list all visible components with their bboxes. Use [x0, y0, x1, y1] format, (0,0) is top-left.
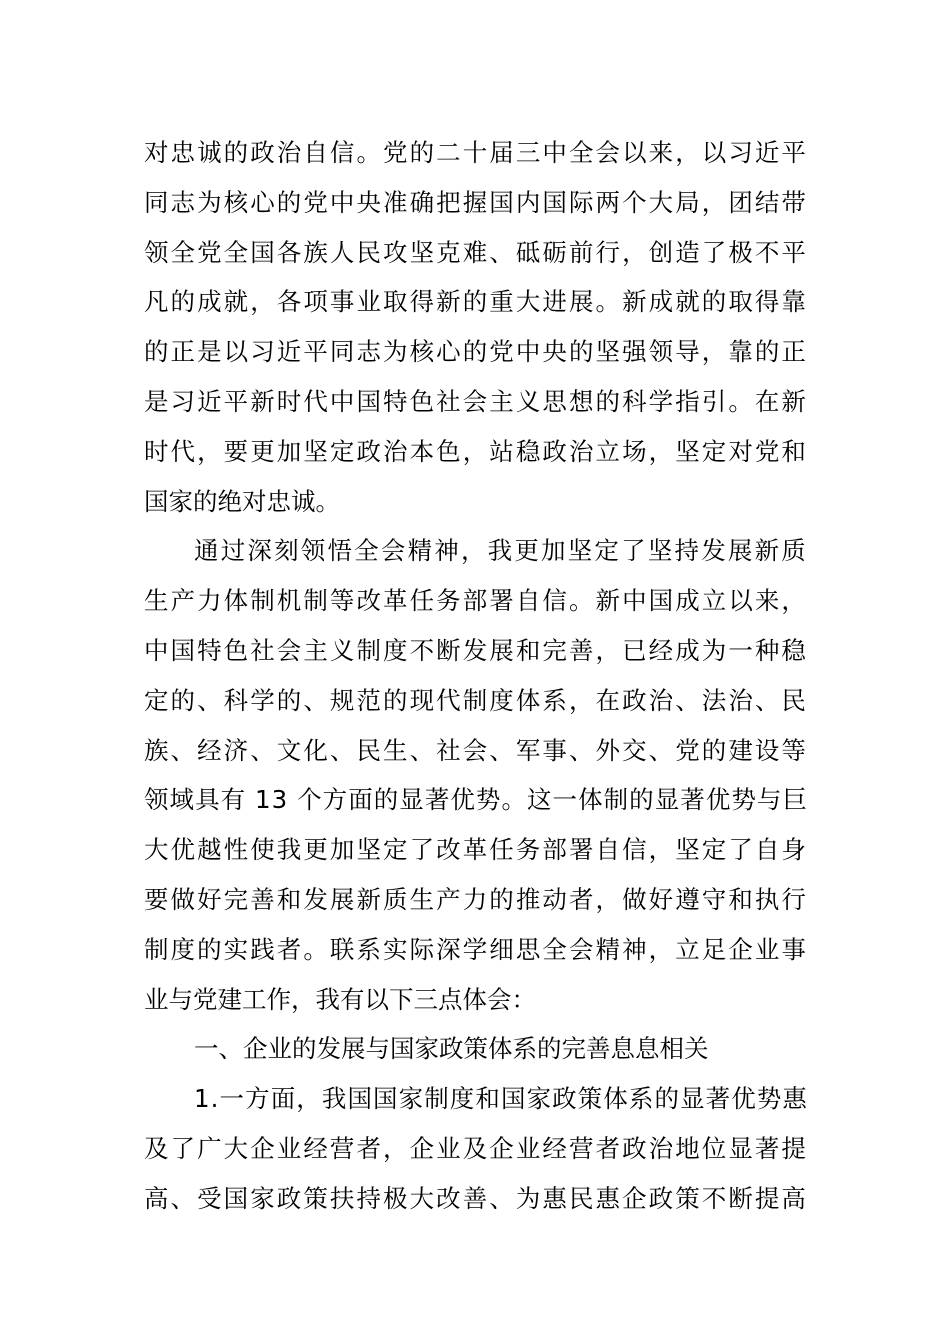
- text-line: [144, 726, 808, 776]
- text-line: [144, 875, 808, 925]
- paragraph-end-line: [144, 975, 808, 1025]
- text-line: [144, 228, 808, 278]
- text-line-content: 高、受国家政策扶持极大改善、为惠民惠企政策不断提高: [144, 1183, 808, 1213]
- text-line-content: 同志为核心的党中央准确把握国内国际两个大局，团结带: [144, 187, 808, 217]
- section-heading: [144, 1024, 808, 1074]
- text-line: [144, 775, 808, 825]
- text-line-content: 时代，要更加坚定政治本色，站稳政治立场，坚定对党和: [144, 436, 808, 466]
- text-line: [144, 1124, 808, 1174]
- text-line: [144, 576, 808, 626]
- text-line-content: 大优越性使我更加坚定了改革任务部署自信，坚定了自身: [144, 835, 808, 865]
- text-line: [144, 377, 808, 427]
- text-line-content: 生产力体制机制等改革任务部署自信。新中国成立以来，: [144, 586, 808, 616]
- text-line: [144, 128, 808, 178]
- text-line: [144, 825, 808, 875]
- text-line-content: 中国特色社会主义制度不断发展和完善，已经成为一种稳: [144, 635, 808, 665]
- text-line-content: 要做好完善和发展新质生产力的推动者，做好遵守和执行: [144, 884, 808, 914]
- text-line: [144, 925, 808, 975]
- text-line-content: 凡的成就，各项事业取得新的重大进展。新成就的取得靠: [144, 287, 808, 317]
- text-line: [144, 427, 808, 477]
- text-line-content: 的正是以习近平同志为核心的党中央的坚强领导，靠的正: [144, 337, 808, 367]
- text-line: [144, 626, 808, 676]
- text-line: [144, 178, 808, 228]
- text-line: [144, 327, 808, 377]
- paragraph-start-line: [144, 1074, 808, 1124]
- text-line-content: 是习近平新时代中国特色社会主义思想的科学指引。在新: [144, 386, 808, 416]
- text-line-content: 领域具有 13 个方面的显著优势。这一体制的显著优势与巨: [144, 785, 808, 815]
- paragraph-end-line: [144, 477, 808, 527]
- text-line-content: 1.一方面，我国国家制度和国家政策体系的显著优势惠: [194, 1084, 808, 1114]
- text-line-content: 族、经济、文化、民生、社会、军事、外交、党的建设等: [144, 735, 808, 765]
- text-line: [144, 1174, 808, 1224]
- text-line-content: 国家的绝对忠诚。: [144, 486, 340, 516]
- text-line-content: 领全党全国各族人民攻坚克难、砥砺前行，创造了极不平: [144, 237, 808, 267]
- text-line-content: 通过深刻领悟全会精神，我更加坚定了坚持发展新质: [194, 536, 808, 566]
- document-body: [144, 128, 808, 1224]
- text-line-content: 及了广大企业经营者，企业及企业经营者政治地位显著提: [144, 1133, 808, 1163]
- section-heading-text: 一、企业的发展与国家政策体系的完善息息相关: [194, 1034, 709, 1064]
- text-line-content: 定的、科学的、规范的现代制度体系，在政治、法治、民: [144, 685, 808, 715]
- text-line-content: 业与党建工作，我有以下三点体会：: [144, 984, 536, 1014]
- paragraph-start-line: [144, 526, 808, 576]
- text-line-content: 制度的实践者。联系实际深学细思全会精神，立足企业事: [144, 934, 808, 964]
- text-line: [144, 277, 808, 327]
- text-line: [144, 676, 808, 726]
- text-line-content: 对忠诚的政治自信。党的二十届三中全会以来，以习近平: [144, 138, 808, 167]
